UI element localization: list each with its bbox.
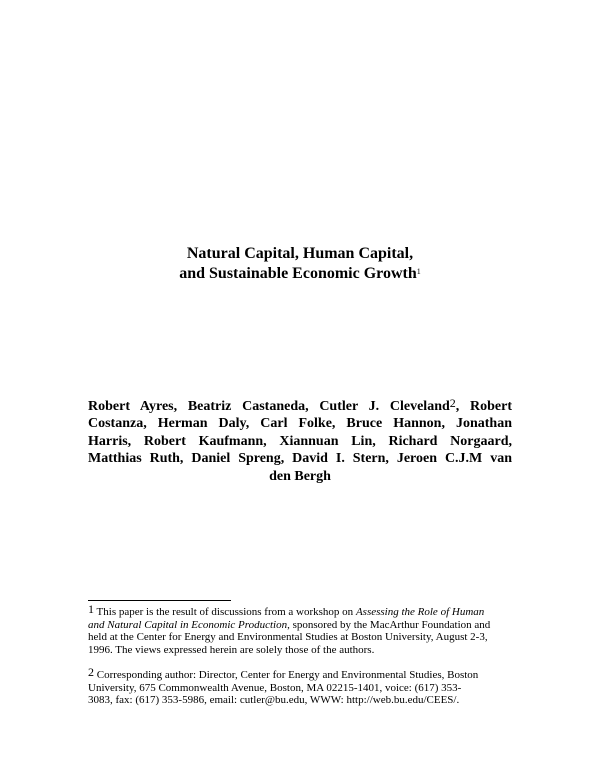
title-line-2-text: and Sustainable Economic Growth xyxy=(179,265,417,282)
footnote-2-mark: 2 xyxy=(88,665,94,679)
footnote-1-line-2 xyxy=(88,619,512,632)
footnote-1-line-1 xyxy=(88,602,512,619)
footnote-1-mark: 1 xyxy=(88,602,94,616)
author-line-3: Harris, Robert Kaufmann, Xiannuan Lin, Richard Norgaard, xyxy=(88,433,512,449)
footnote-1-workshop-title-a: Assessing the Role of Human xyxy=(355,606,485,618)
author-line-2: Costanza, Herman Daly, Carl Folke, Bruce Hannon, Jonathan xyxy=(88,416,512,432)
author-line-1-a: Robert Ayres, Beatriz Castaneda, Cutler J. Cleveland xyxy=(88,399,450,414)
footnote-1-line-3: held at the Center for Energy and Environmental Studies at Boston University, August 2-3, xyxy=(88,631,488,644)
footnote-2-line-1 xyxy=(88,665,512,682)
footnote-2-line-3: 3083, fax: (617) 353-5986, email: cutler@bu.edu, WWW: http://web.bu.edu/CEES/. xyxy=(88,694,460,707)
footnote-2-text-a: Corresponding author: Director, Center for Energy and Environmental Studies, Boston xyxy=(94,669,479,681)
author-line-4: Matthias Ruth, Daniel Spreng, David I. Stern, Jeroen C.J.M van xyxy=(88,451,512,467)
footnote-1 xyxy=(88,602,512,656)
footnote-1-line-4: 1996. The views expressed herein are solely those of the authors. xyxy=(88,643,375,656)
author-line-5: den Bergh xyxy=(269,468,331,484)
author-list xyxy=(88,398,512,485)
footnote-separator xyxy=(88,600,231,601)
footnote-2-line-2: University, 675 Commonwealth Avenue, Boston, MA 02215-1401, voice: (617) 353- xyxy=(88,681,462,694)
title-footnote-mark: 1 xyxy=(416,267,421,276)
footnote-2 xyxy=(88,665,512,707)
corresponding-author-mark: 2 xyxy=(449,396,456,410)
footnote-1-text-b: , sponsored by the MacArthur Foundation and xyxy=(287,618,491,631)
paper-title xyxy=(0,244,600,284)
author-line-1 xyxy=(88,398,512,415)
title-line-1: Natural Capital, Human Capital, xyxy=(186,245,414,262)
footnote-1-text-a: This paper is the result of discussions from a workshop on xyxy=(94,606,356,618)
author-line-1-b: , Robert xyxy=(455,399,512,414)
title-line-2 xyxy=(0,264,600,284)
footnote-1-workshop-title-b: and Natural Capital in Economic Production xyxy=(88,618,288,631)
